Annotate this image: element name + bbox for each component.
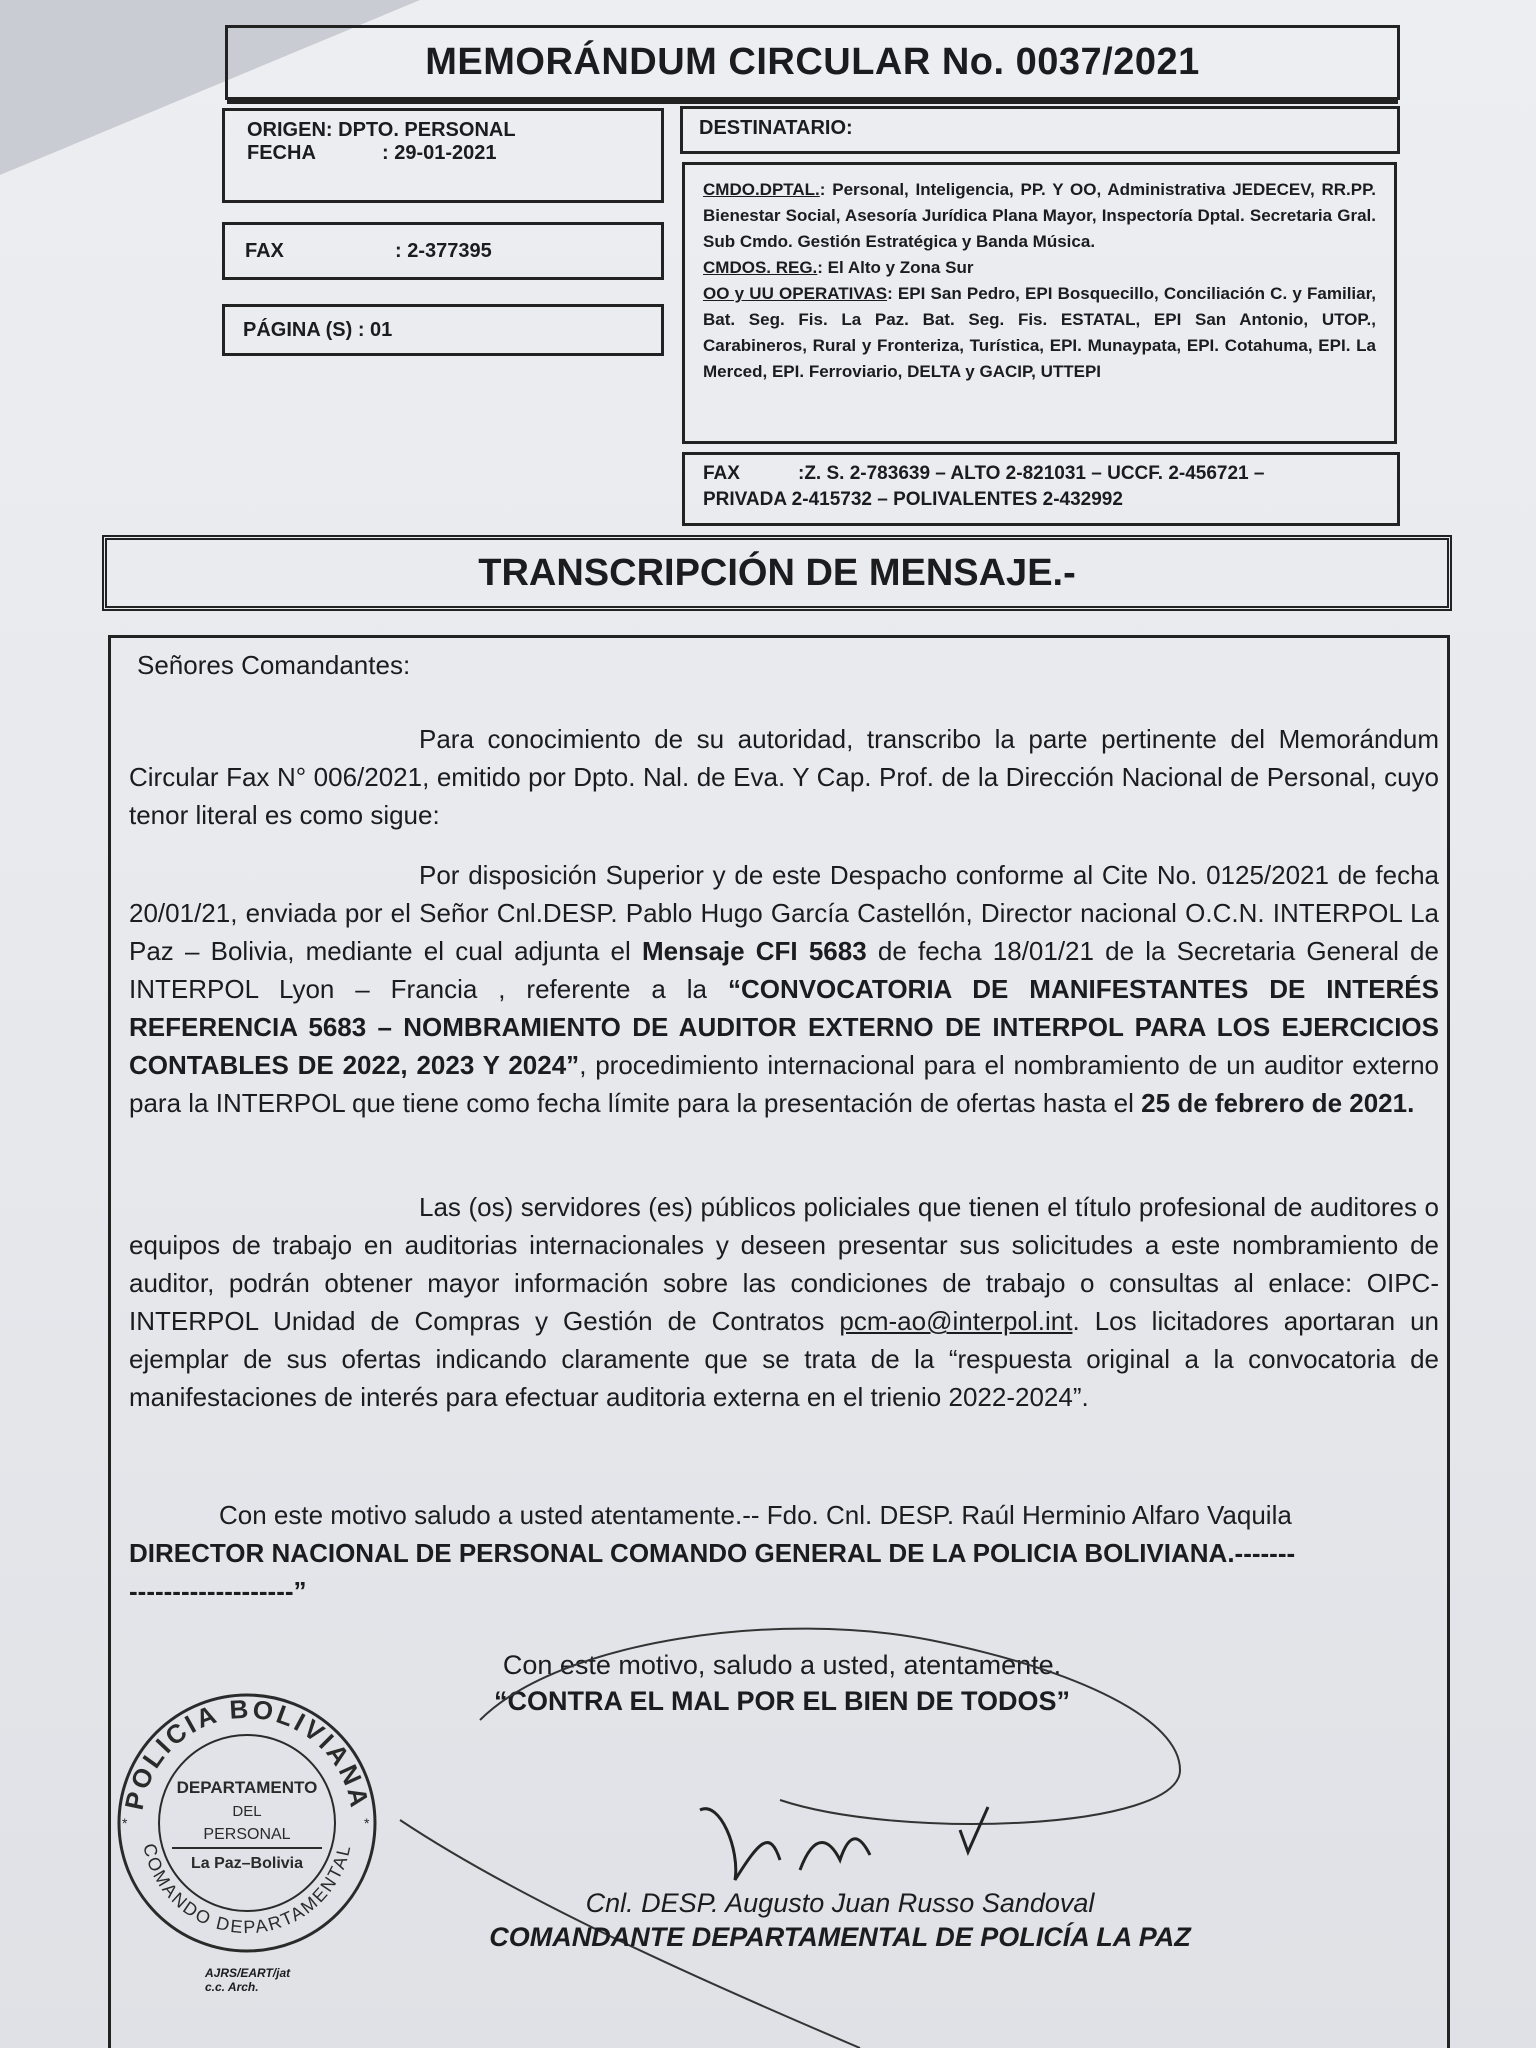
salutation: Señores Comandantes: (137, 650, 411, 680)
convocatoria-title: “CONVOCATORIA DE MANIFESTANTES DE INTERÉS REFERENCIA 5683 – NOMBRAMIENTO DE AUDITOR EXTERNO DE INTERPOL PARA LOS EJERCICIOS CONTABLES DE 2022, 2023 Y 2024” (129, 974, 1439, 1080)
message-reference: Mensaje CFI 5683 (641, 936, 867, 966)
stamp-line-3: PERSONAL (203, 1826, 291, 1843)
memo-title: MEMORÁNDUM CIRCULAR No. 0037/2021 (225, 25, 1400, 100)
paragraph-4: Con este motivo saludo a usted atentamente.-- Fdo. Cnl. DESP. Raúl Herminio Alfaro Vaquila DIRECTOR NACIONAL DE PERSONAL COMANDO GENERAL DE LA POLICIA BOLIVIANA.------- -------------------” (129, 1500, 1296, 1606)
closing-line: Con este motivo, saludo a usted, atentamente. (502, 1650, 1062, 1680)
fecha-label: FECHA (247, 142, 316, 164)
svg-text:*: * (364, 1815, 370, 1831)
reference-initials: AJRS/EART/jat c.c. Arch. (205, 1966, 291, 1994)
stamp-outer-top: POLICIA BOLIVIANA (118, 1693, 376, 1813)
destinatario-box: DESTINATARIO: (680, 106, 1400, 154)
origen-label: ORIGEN: (247, 119, 333, 141)
faxes-label: FAX (703, 463, 740, 484)
email-link[interactable]: pcm-ao@interpol.int (839, 1306, 1073, 1336)
cmdo-label: CMDO.DPTAL. (703, 180, 820, 199)
fax-value: : 2-377395 (395, 239, 492, 262)
fax-label: FAX (245, 239, 284, 262)
fecha-value: : 29-01-2021 (382, 142, 497, 164)
pagina-label: PÁGINA (S) : (243, 318, 365, 341)
stamp-outer-bottom: COMANDO DEPARTAMENTAL (139, 1841, 355, 1938)
signatory-name: Cnl. DESP. Augusto Juan Russo Sandoval (585, 1888, 1095, 1918)
paragraph-3: Las (os) servidores (es) públicos policiales que tienen el título profesional de auditores o equipos de trabajo en auditorias internacionales y deseen presentar sus solicitudes a este nombramiento de auditor, podrán obtener mayor información sobre las condiciones de trabajo o consultas al enlace: OIPC-INTERPOL Unidad de Compras y Gestión de Contratos pcm-ao@interpol.int. Los licitadores aportaran un ejemplar de sus ofertas indicando claramente que se trata de la “respuesta original a la convocatoria de manifestaciones de interés para efectuar auditoria externa en el trienio 2022-2024”. (129, 1192, 1440, 1412)
section-title: TRANSCRIPCIÓN DE MENSAJE.- (102, 535, 1452, 611)
cmdo-text: : Personal, Inteligencia, PP. Y OO, Administrativa JEDECEV, RR.PP. Bienestar Social, Asesoría Jurídica Plana Mayor, Inspectoría Dptal. Secretaria Gral. Sub Cmdo. Gestión Estratégica y Banda Música. (703, 180, 1376, 251)
reg-text: : El Alto y Zona Sur (817, 258, 974, 277)
paragraph-1: Para conocimiento de su autoridad, transcribo la parte pertinente del Memorándum Circular Fax N° 006/2021, emitido por Dpto. Nal. de Eva. Y Cap. Prof. de la Dirección Nacional de Personal, cuyo tenor literal es como sigue: (129, 724, 1439, 830)
official-stamp (112, 1688, 382, 1958)
origen-value: DPTO. PERSONAL (338, 119, 516, 141)
signatory-title: COMANDANTE DEPARTAMENTAL DE POLICÍA LA PAZ (489, 1922, 1191, 1952)
motto: “CONTRA EL MAL POR EL BIEN DE TODOS” (493, 1686, 1071, 1716)
stamp-line-2: DEL (232, 1803, 262, 1820)
stamp-line-1: DEPARTAMENTO (176, 1778, 318, 1797)
svg-text:*: * (122, 1815, 128, 1831)
pagina-value: 01 (370, 318, 393, 341)
oo-label: OO y UU OPERATIVAS (703, 284, 888, 303)
stamp-line-4: La Paz–Bolivia (190, 1855, 304, 1872)
paragraph-2: Por disposición Superior y de este Despacho conforme al Cite No. 0125/2021 de fecha 20/01/21, enviada por el Señor Cnl.DESP. Pablo Hugo García Castellón, Director nacional O.C.N. INTERPOL La Paz – Bolivia, mediante el cual adjunta el Mensaje CFI 5683 de fecha 18/01/21 de la Secretaria General de INTERPOL Lyon – Francia , referente a la “CONVOCATORIA DE MANIFESTANTES DE INTERÉS REFERENCIA 5683 – NOMBRAMIENTO DE AUDITOR EXTERNO DE INTERPOL PARA LOS EJERCICIOS CONTABLES DE 2022, 2023 Y 2024”, procedimiento internacional para el nombramiento de un auditor externo para la INTERPOL que tiene como fecha límite para la presentación de ofertas hasta el 25 de febrero de 2021. (129, 860, 1439, 1118)
fax-numbers-box: FAX :Z. S. 2-783639 – ALTO 2-821031 – UCCF. 2-456721 – PRIVADA 2-415732 – POLIVALENTES 2-432992 (682, 452, 1400, 526)
deadline-date: 25 de febrero de 2021. (1141, 1088, 1415, 1118)
reg-label: CMDOS. REG. (703, 258, 818, 277)
oo-text: : EPI San Pedro, EPI Bosquecillo, Conciliación C. y Familiar, Bat. Seg. Fis. La Paz. Bat. Seg. Fis. ESTATAL, EPI San Antonio, UTOP., Carabineros, Rural y Fronteriza, Turística, EPI. Munaypata, EPI. Cotahuma, EPI. La Merced, EPI. Ferroviario, DELTA y GACIP, UTTEPI (703, 284, 1376, 381)
